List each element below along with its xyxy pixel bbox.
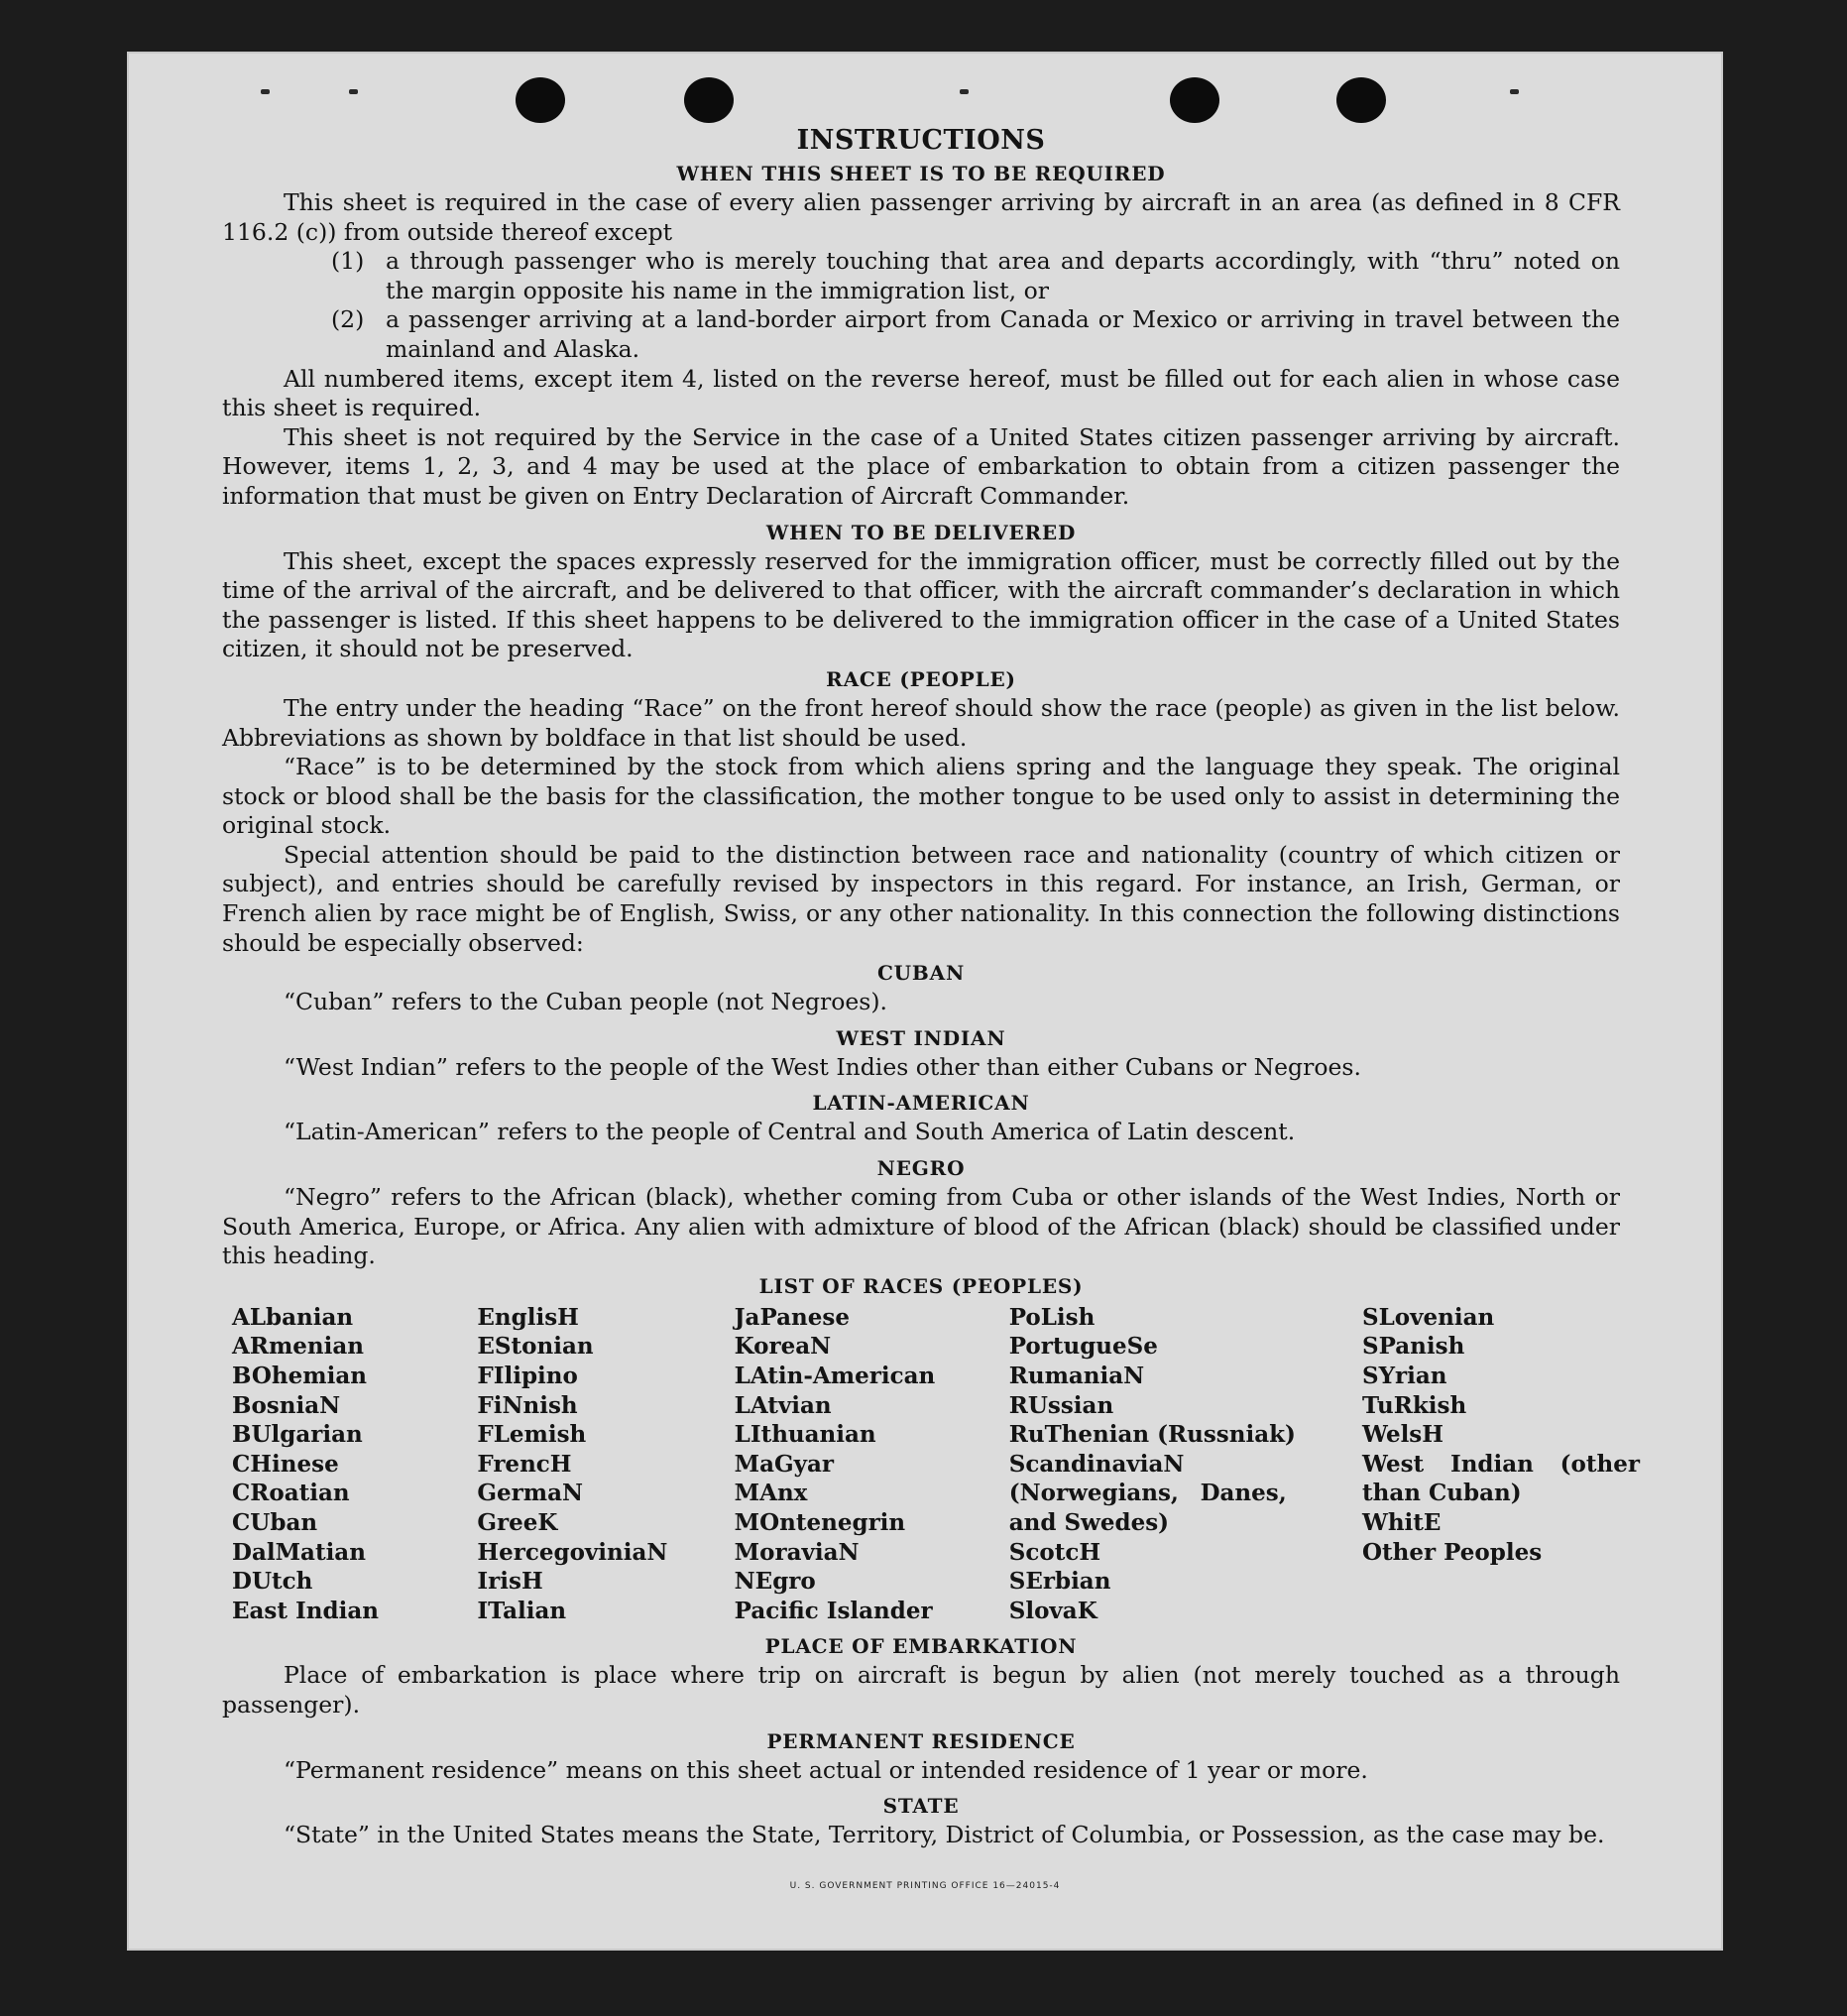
race-entry: TuRkish (1361, 1391, 1467, 1419)
heading-cuban: CUBAN (876, 961, 966, 986)
exception-number: (2) (331, 305, 365, 334)
race-entry: FiNnish (477, 1391, 578, 1419)
race-entry: DUtch (232, 1568, 313, 1596)
race-entry: East Indian (232, 1597, 379, 1624)
race-entry: BosniaN (232, 1391, 341, 1419)
exception-text: a through passenger who is merely touching that area and departs accordingly, with “thru” noted on the margin opposite his name in the immigration list, or (386, 247, 1620, 304)
heading-negro: NEGRO (876, 1156, 966, 1181)
cuban-text: “Cuban” refers to the Cuban people (not Negroes). (284, 988, 888, 1016)
race-entry: MoraviaN (734, 1538, 860, 1566)
race-entry: EnglisH (477, 1303, 579, 1331)
heading-race: RACE (PEOPLE) (826, 666, 1016, 691)
heading-when-delivered: WHEN TO BE DELIVERED (765, 520, 1077, 544)
heading-latin-american: LATIN-AMERICAN (812, 1091, 1030, 1116)
when-delivered-text: This sheet, except the spaces expressly reserved for the immigration officer, must be correctly filled out by the time of the arrival of the aircraft, and be delivered to that officer, with the aircraft commander’s declaration in which the passenger is listed. If this sheet happens to be delivered to the immigration officer in the case of a United States citizen, it should not be preserved. (222, 546, 1620, 663)
race-entry: EStonian (477, 1333, 594, 1361)
heading-place-of-embarkation: PLACE OF EMBARKATION (764, 1634, 1078, 1659)
races-column-1 (232, 1303, 477, 1626)
print-mark (349, 89, 358, 94)
printer-imprint: U. S. GOVERNMENT PRINTING OFFICE 16—24015-4 (789, 1881, 1061, 1891)
race-entry: ARmenian (232, 1333, 365, 1361)
exception-number: (1) (331, 247, 365, 276)
race-entry: ALbanian (232, 1303, 354, 1331)
race-entry: SYrian (1361, 1363, 1447, 1389)
print-mark (1510, 89, 1519, 94)
race-entry: PortugueSe (1008, 1333, 1158, 1361)
race-paragraph-2: “Race” is to be determined by the stock from which aliens spring and the language they speak. The original stock or blood shall be the basis for the classification, the mother tongue to be used only to assist in determining the original stock. (222, 753, 1620, 840)
race-entry: FrencH (477, 1450, 572, 1478)
heading-west-indian: WEST INDIAN (836, 1025, 1006, 1050)
west-indian-text: “West Indian” refers to the people of the West Indies other than either Cubans or Negroes. (284, 1052, 1361, 1081)
race-entry: JaPanese (734, 1303, 850, 1331)
race-entry: ScandinaviaN (Norwegians, Danes, and Swedes) (1008, 1450, 1287, 1536)
races-column-3 (735, 1303, 1009, 1626)
race-entry: MaGyar (734, 1450, 835, 1478)
exception-item (331, 247, 1620, 305)
instructions-body (222, 125, 1640, 1850)
exception-item (331, 305, 1620, 364)
race-entry: Pacific Islander (734, 1597, 933, 1624)
print-mark (261, 89, 270, 94)
heading-when-required: WHEN THIS SHEET IS TO BE REQUIRED (676, 162, 1166, 185)
heading-permanent-residence: PERMANENT RESIDENCE (766, 1728, 1076, 1753)
race-entry: HercegoviniaN (477, 1538, 668, 1566)
punch-hole (1170, 77, 1219, 123)
punch-hole (1336, 77, 1386, 123)
race-entry: SlovaK (1008, 1597, 1097, 1624)
instructions-title: INSTRUCTIONS (796, 125, 1046, 156)
race-entry: GermaN (477, 1480, 584, 1507)
race-entry: CHinese (232, 1450, 339, 1478)
race-entry: SPanish (1361, 1333, 1465, 1361)
place-of-embarkation-text: Place of embarkation is place where trip on aircraft is begun by alien (not merely touched as a through passenger). (222, 1661, 1620, 1719)
race-entry: MOntenegrin (734, 1508, 906, 1536)
race-entry: CUban (232, 1508, 318, 1536)
races-list (232, 1303, 1640, 1626)
race-entry: LAtin-American (734, 1363, 936, 1389)
race-entry: ITalian (477, 1597, 567, 1624)
race-entry: RuThenian (Russniak) (1008, 1421, 1296, 1449)
race-entry: WelsH (1361, 1421, 1443, 1449)
race-entry: CRoatian (232, 1480, 350, 1507)
race-entry: MAnx (734, 1480, 808, 1507)
race-entry: IrisH (477, 1568, 543, 1596)
negro-text: “Negro” refers to the African (black), whether coming from Cuba or other islands of the West Indies, North or South America, Europe, or Africa. Any alien with admixture of blood of the African (black) should be classified under this heading. (222, 1183, 1620, 1270)
print-mark (960, 89, 969, 94)
races-column-2 (477, 1303, 734, 1626)
state-text: “State” in the United States means the State, Territory, District of Columbia, or Possession, as the case may be. (284, 1821, 1605, 1849)
numbered-items-paragraph: All numbered items, except item 4, listed on the reverse hereof, must be filled out for each alien in whose case this sheet is required. (222, 364, 1620, 422)
race-entry: RumaniaN (1008, 1363, 1145, 1389)
document-sheet (127, 52, 1723, 1951)
races-column-5 (1361, 1303, 1640, 1626)
race-entry: SLovenian (1361, 1303, 1495, 1331)
race-entry: West Indian (other than Cuban) (1361, 1450, 1640, 1507)
race-entry: DalMatian (232, 1538, 366, 1566)
citizen-paragraph: This sheet is not required by the Service in the case of a United States citizen passenger arriving by aircraft. However, items 1, 2, 3, and 4 may be used at the place of embarkation to obtain from a citizen passenger the information that must be given on Entry Declaration of Aircraft Commander. (222, 422, 1620, 510)
race-entry: LAtvian (734, 1391, 832, 1419)
race-entry: PoLish (1008, 1303, 1096, 1331)
heading-state: STATE (882, 1794, 960, 1819)
race-entry: WhitE (1361, 1508, 1442, 1536)
race-entry: NEgro (734, 1568, 816, 1596)
race-entry: Other Peoples (1361, 1538, 1543, 1566)
heading-list-of-races: LIST OF RACES (PEOPLES) (758, 1273, 1084, 1298)
race-paragraph-3: Special attention should be paid to the distinction between race and nationality (country of which citizen or subject), and entries should be carefully revised by inspectors in this regard. For instance, an Irish, German, or French alien by race might be of English, Swiss, or any other nationality. In this connection the following distinctions should be especially observed: (222, 840, 1620, 957)
race-entry: BUlgarian (232, 1421, 363, 1449)
race-entry: RUssian (1008, 1391, 1114, 1419)
race-entry: FIlipino (477, 1363, 578, 1389)
race-paragraph-1: The entry under the heading “Race” on the front hereof should show the race (people) as given in the list below. Abbreviations as shown by boldface in that list should be used. (222, 693, 1620, 752)
race-entry: SErbian (1008, 1568, 1111, 1596)
latin-american-text: “Latin-American” refers to the people of Central and South America of Latin descent. (284, 1118, 1296, 1146)
race-entry: ScotcH (1008, 1538, 1101, 1566)
permanent-residence-text: “Permanent residence” means on this sheet actual or intended residence of 1 year or more. (284, 1755, 1368, 1784)
race-entry: LIthuanian (734, 1421, 876, 1449)
races-column-4 (1009, 1303, 1362, 1626)
exception-text: a passenger arriving at a land-border airport from Canada or Mexico or arriving in travel between the mainland and Alaska. (386, 305, 1620, 363)
race-entry: GreeK (477, 1508, 558, 1536)
race-entry: BOhemian (232, 1363, 367, 1389)
race-entry: FLemish (477, 1421, 587, 1449)
punch-hole (684, 77, 734, 123)
race-entry: KoreaN (734, 1333, 832, 1361)
when-required-intro: This sheet is required in the case of every alien passenger arriving by aircraft in an area (as defined in 8 CFR 116.2 (c)) from outside thereof except (222, 188, 1620, 246)
punch-hole (516, 77, 565, 123)
